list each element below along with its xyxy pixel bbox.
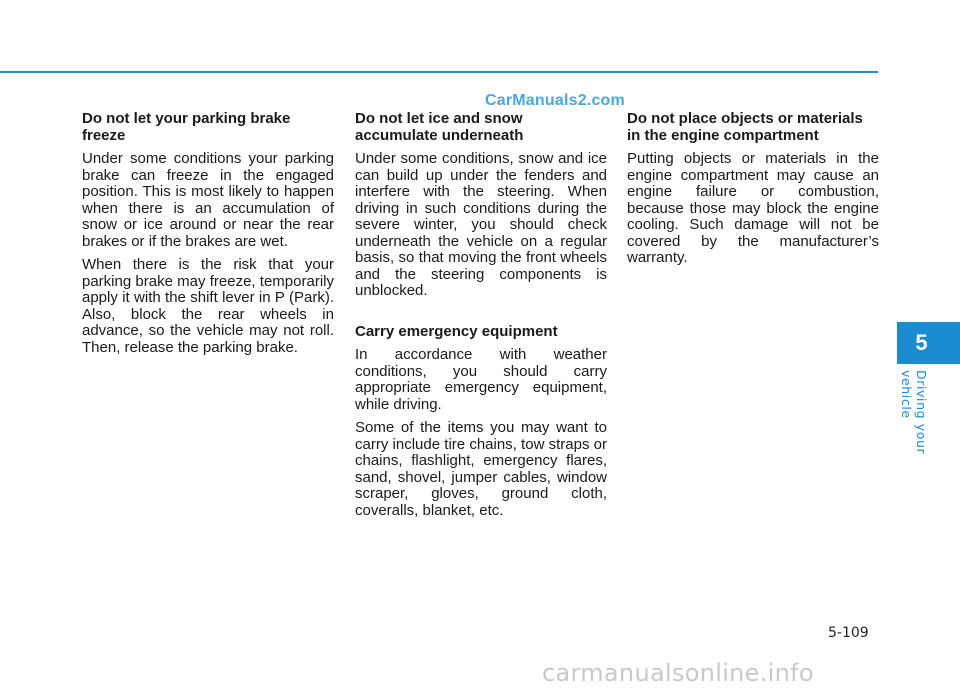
chapter-number: 5 [915,330,928,355]
paragraph: In accordance with weather conditions, you should carry appropriate emergency equipment, while driving. [355,346,607,413]
section-heading: Carry emergency equipment [355,322,558,340]
paragraph: Under some conditions, snow and ice can build up under the fenders and interfere with the steering. When driving in such conditions during the severe winter, you should check underneath the vehicle on a regular basis, so that moving the front wheels and the steering components is unblocked. [355,150,607,299]
chapter-tab[interactable] [897,322,960,364]
paragraph: Some of the items you may want to carry include tire chains, tow straps or chains, flashlight, emergency flares, sand, shovel, jumper cables, window scraper, gloves, ground cloth, coveralls, blanket, etc. [355,419,607,519]
section-heading: Do not let ice and snow accumulate underneath [355,110,524,144]
paragraph: Putting objects or materials in the engine compartment may cause an engine failure or combustion, because those may block the engine cooling. Such damage will not be covered by the manufacturer’s warranty. [627,150,879,266]
section-heading: Do not place objects or materials in the engine compartment [627,110,863,144]
column-ice-snow [355,111,607,526]
paragraph: Under some conditions your parking brake can freeze in the engaged position. This is most likely to happen when there is an accumulation of snow or ice around or near the rear brakes or if the brakes are wet. [82,150,334,250]
chapter-title: Driving your vehicle [899,370,929,455]
section-heading: Do not let your parking brake freeze [82,110,291,144]
watermark-bottom[interactable]: carmanualsonline.info [542,659,814,687]
column-parking-brake [82,111,334,363]
watermark-link[interactable]: CarManuals2.com [485,92,625,109]
paragraph: When there is the risk that your parking brake may freeze, temporarily apply it with the shift lever in P (Park). Also, block the rear wheels in advance, so the vehicle may not roll. Then, release the parking brake. [82,256,334,356]
header-rule [0,71,878,73]
column-engine-compartment [627,111,879,274]
page-number: 5-109 [828,625,869,641]
